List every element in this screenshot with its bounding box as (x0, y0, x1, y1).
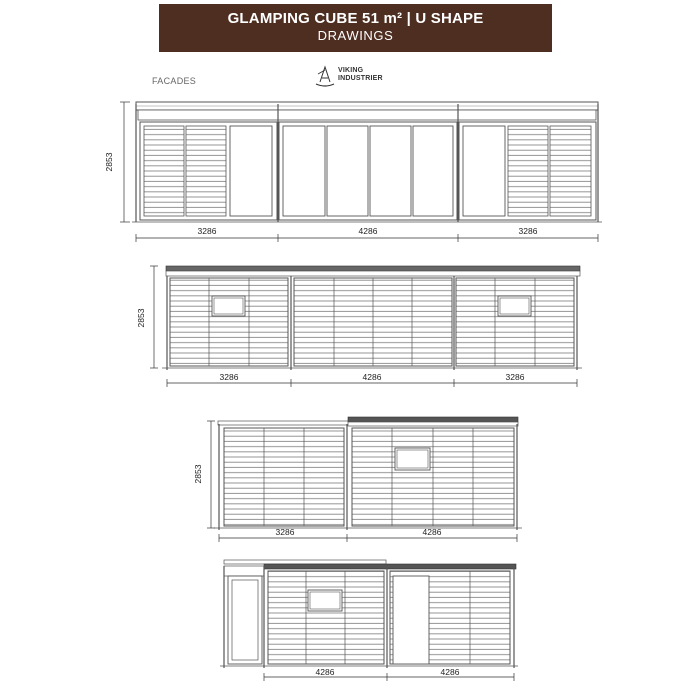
page-title: GLAMPING CUBE 51 m² | U SHAPE (227, 10, 484, 27)
facade3-height-label: 2853 (193, 464, 203, 484)
facade1-height-label: 2853 (104, 152, 114, 172)
logo-line1: VIKING (338, 67, 364, 74)
facade4-width-label-1: 4286 (315, 667, 335, 677)
facade-side-2 (220, 560, 518, 681)
facade2-height-label: 2853 (136, 308, 146, 328)
page-subtitle: DRAWINGS (317, 28, 394, 43)
facade2-width-label-3: 3286 (505, 372, 525, 382)
facade-back (150, 266, 582, 387)
facade4-width-label-2: 4286 (440, 667, 460, 677)
facade1-width-label-2: 4286 (358, 226, 378, 236)
facade1-width-label-1: 3286 (197, 226, 217, 236)
facade3-width-label-2: 4286 (422, 527, 442, 537)
facade2-width-label-1: 3286 (219, 372, 239, 382)
facade2-width-label-2: 4286 (362, 372, 382, 382)
facade-side-1 (207, 417, 522, 542)
facade-front (120, 102, 602, 242)
logo-line2: INDUSTRIER (338, 75, 383, 82)
facade1-width-label-3: 3286 (518, 226, 538, 236)
facade3-width-label-1: 3286 (275, 527, 295, 537)
section-label: FACADES (152, 76, 197, 86)
